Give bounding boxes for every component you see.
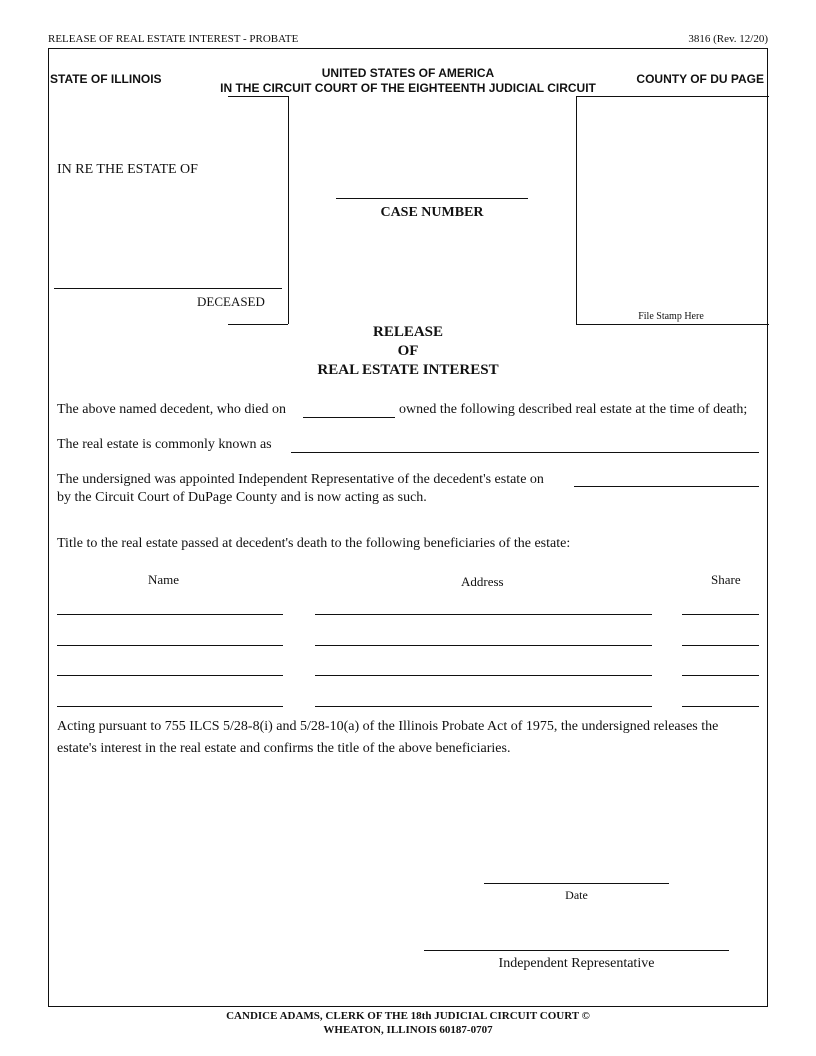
representative-label: Independent Representative <box>498 956 655 971</box>
case-number-line[interactable] <box>336 198 528 199</box>
col-name-header: Name <box>148 572 180 587</box>
representative-signature-line[interactable] <box>424 950 729 951</box>
beneficiary-share-line[interactable] <box>682 614 759 615</box>
died-prefix: The above named decedent, who died on <box>57 402 286 417</box>
circuit-label: IN THE CIRCUIT COURT OF THE EIGHTEENTH JUDICIAL CIRCUIT <box>220 81 596 95</box>
title-release: RELEASE <box>372 324 444 340</box>
in-re-label: IN RE THE ESTATE OF <box>57 162 198 177</box>
caption-bracket-top <box>228 96 288 97</box>
beneficiary-name-line[interactable] <box>57 675 283 676</box>
beneficiary-name-line[interactable] <box>57 706 283 707</box>
form-number: 3816 (Rev. 12/20) <box>688 33 768 45</box>
beneficiary-address-line[interactable] <box>315 614 652 615</box>
known-as-line[interactable] <box>291 452 759 453</box>
beneficiary-address-line[interactable] <box>315 645 652 646</box>
country-label: UNITED STATES OF AMERICA <box>321 66 495 80</box>
date-of-death-line[interactable] <box>303 417 395 418</box>
appointed-line1: The undersigned was appointed Independent Representative of the decedent's estate on <box>57 472 544 487</box>
died-suffix: owned the following described real estate at the time of death; <box>399 402 748 417</box>
estate-name-line[interactable] <box>54 288 282 289</box>
county-label: COUNTY OF DU PAGE <box>636 72 764 86</box>
date-label: Date <box>565 888 588 902</box>
col-share-header: Share <box>711 572 741 587</box>
case-number-label: CASE NUMBER <box>380 205 484 220</box>
pursuant-line2: estate's interest in the real estate and confirms the title of the above beneficiaries. <box>57 741 511 756</box>
file-stamp-box <box>576 96 769 325</box>
col-address-header: Address <box>461 574 504 589</box>
beneficiary-share-line[interactable] <box>682 675 759 676</box>
title-real-estate-interest: REAL ESTATE INTEREST <box>317 362 499 378</box>
pursuant-line1: Acting pursuant to 755 ILCS 5/28-8(i) and 5/28-10(a) of the Illinois Probate Act of 1975, the undersigned releases the <box>57 719 719 734</box>
beneficiary-share-line[interactable] <box>682 645 759 646</box>
beneficiary-name-line[interactable] <box>57 645 283 646</box>
beneficiary-address-line[interactable] <box>315 675 652 676</box>
beneficiary-address-line[interactable] <box>315 706 652 707</box>
beneficiary-share-line[interactable] <box>682 706 759 707</box>
title-of: OF <box>397 343 419 359</box>
appointment-date-line[interactable] <box>574 486 759 487</box>
file-stamp-label: File Stamp Here <box>638 311 704 322</box>
known-as-label: The real estate is commonly known as <box>57 437 272 452</box>
appointed-line2: by the Circuit Court of DuPage County and is now acting as such. <box>57 490 427 505</box>
footer-clerk: CANDICE ADAMS, CLERK OF THE 18th JUDICIAL CIRCUIT COURT © <box>226 1010 590 1022</box>
form-title: RELEASE OF REAL ESTATE INTEREST - PROBATE <box>48 33 299 45</box>
title-passed-text: Title to the real estate passed at decedent's death to the following beneficiaries of the estate: <box>57 536 571 551</box>
deceased-label: DECEASED <box>197 294 265 309</box>
footer-address: WHEATON, ILLINOIS 60187-0707 <box>323 1024 493 1036</box>
state-label: STATE OF ILLINOIS <box>50 72 162 86</box>
date-signature-line[interactable] <box>484 883 669 884</box>
caption-bracket-side <box>288 96 289 324</box>
beneficiary-name-line[interactable] <box>57 614 283 615</box>
